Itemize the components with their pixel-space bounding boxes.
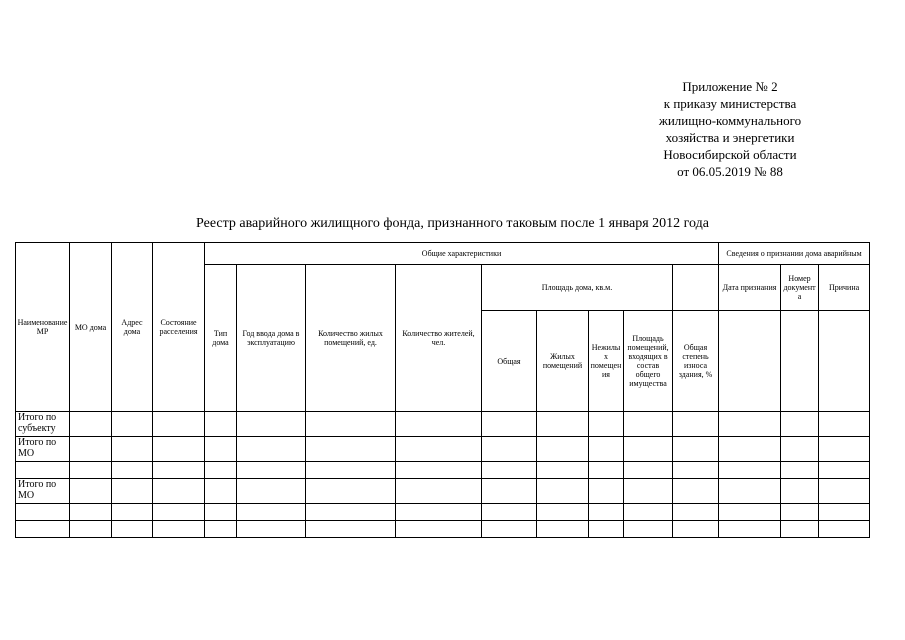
header-area-living: Жилых помещений <box>537 311 589 412</box>
header-rooms-count: Количество жилых помещений, ед. <box>306 265 396 412</box>
header-area: Площадь дома, кв.м. <box>482 265 673 311</box>
document-title: Реестр аварийного жилищного фонда, признанного таковым после 1 января 2012 года <box>196 216 709 231</box>
row-label: Итого по МО <box>16 437 70 462</box>
header-general: Общие характеристики <box>205 243 719 265</box>
header-mo-name: МО дома <box>70 243 112 412</box>
table-row <box>16 504 870 521</box>
header-mr-name: Наименование МР <box>16 243 70 412</box>
table-row <box>16 437 870 462</box>
header-house-type: Тип дома <box>205 265 237 412</box>
row-label <box>16 462 70 479</box>
header-empty-cell <box>673 265 719 311</box>
header-year: Год ввода дома в эксплуатацию <box>237 265 306 412</box>
appendix-block <box>600 78 860 180</box>
header-resettlement: Состояние расселения <box>153 243 205 412</box>
row-label: Итого по субъекту <box>16 412 70 437</box>
header-wear: Общая степень износа здания, % <box>673 311 719 412</box>
header-empty-cell <box>719 311 781 412</box>
table-row <box>16 412 870 437</box>
header-area-nonliving: Нежилых помещения <box>589 311 624 412</box>
header-recognition-date: Дата признания <box>719 265 781 311</box>
appendix-line: Приложение № 2 <box>682 79 778 94</box>
appendix-line: хозяйства и энергетики <box>665 130 795 145</box>
header-empty-cell <box>819 311 870 412</box>
appendix-line: к приказу министерства <box>663 96 797 111</box>
table-row <box>16 462 870 479</box>
appendix-line: Новосибирской области <box>663 147 797 162</box>
table-row <box>16 479 870 504</box>
header-residents: Количество жителей, чел. <box>396 265 482 412</box>
header-area-total: Общая <box>482 311 537 412</box>
appendix-line: жилищно-коммунального <box>658 113 802 128</box>
row-label <box>16 504 70 521</box>
header-empty-cell <box>781 311 819 412</box>
row-label <box>16 521 70 538</box>
row-label: Итого по МО <box>16 479 70 504</box>
appendix-line: от 06.05.2019 № 88 <box>677 164 783 179</box>
header-doc-number: Номер документа <box>781 265 819 311</box>
header-reason: Причина <box>819 265 870 311</box>
header-area-common: Площадь помещений, входящих в состав общего имущества <box>624 311 673 412</box>
header-address: Адрес дома <box>112 243 153 412</box>
table-row <box>16 521 870 538</box>
registry-table <box>15 242 870 538</box>
header-recognition: Сведения о признании дома аварийным <box>719 243 870 265</box>
